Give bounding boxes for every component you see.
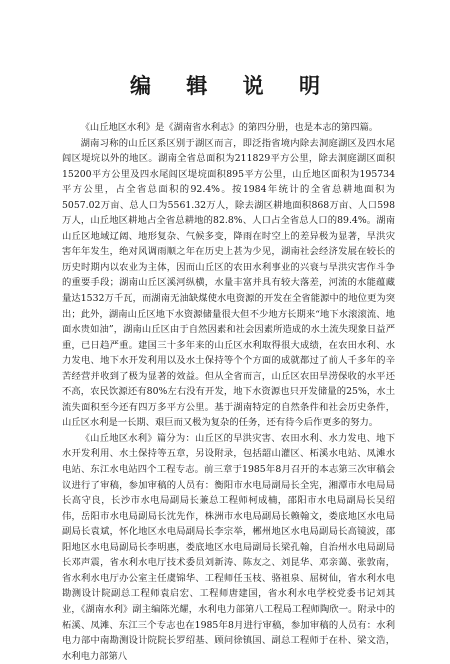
paragraph: 湖南习称的山丘区系区别于湖区而言，即泛指省境内除去洞庭湖区及四水尾闾区堤垸以外的地区。湖南全省总面积为211829平方公里，除去洞庭湖区面积15200平方公里及四水尾闾区堤垸面积895平方公里，山丘地区面积为195734平方公里，占全省总面积的92.4%。按1984年统计的全省总耕地面积为5057.02万亩、总人口为5561.32万人，除去湖区耕地面积868万亩、人口598万人，山丘地区耕地占全省总耕地的82.8%、人口占全省总人口的89.4%。湖南山丘区地域辽阔、地形复杂、气候多变，降雨在时空上的差异极为显著，旱洪灾害年年发生，绝对风调雨顺之年在历史上甚为少见，湖南社会经济发展在较长的历史时期内以农业为主体，因而山丘区的农田水利事业的兴衰与旱洪灾害作斗争的重要手段；湖南山丘区溪河纵横，水量丰富并具有较大落差，河流的水能蕴藏量达1532万千瓦，而湖南无油缺煤使水电资源的开发在全省能源中的地位更为突出；此外，湖南山丘区地下水资源储量很大但不少地方长期来“地下水滚滚流、地面水贵如油”，湖南山丘区由于自然因素和社会因素所造成的水土流失现象日益严重，已日趋严重。建国三十多年来的山丘区水利取得很大成绩，在农田水利、水力发电、地下水开发利用以及水土保持等个个方面的成就都过了前人千多年的辛苦经营并收到了极为显著的效益。但从全省而言，山丘区农田旱涝保收的水平还不高，农民饮源还有80%左右没有开发，地下水资源也只开发储量的25%，水土流失面积至今还有四万多平方公里。基于湖南特定的自然条件和社会历史条件，山丘区水利是一长期、艰巨而又极为复杂的任务，还有待今后作更多的努力。 — [62, 137, 395, 429]
paragraph: 《山丘地区水利》篇分为：山丘区的早洪灾害、农田水利、水力发电、地下水开发利用、水土保持等五章，另设附录，包括韶山灌区、柘溪水电站、凤滩水电站、东江水电站四个工程专志。前三章于1985年8月召开的本志第三次审稿会议进行了审稿，参加审稿的人员有：衡阳市水电局副局长全宪，湘潭市水电局局长高守良，长沙市水电局副局长兼总工程师柯成楠，邵阳市水电局副局长吴绍伟，岳阳市水电局副局长沈先作，株洲市水电局副局长赖翰文，娄底地区水电局副局长袁斌，怀化地区水电局副局长李宗举，郴州地区水电局副局长高镜波，邵阳地区水电局副局长李明惠，娄底地区水电局副局长梁孔翰，自治州水电局副局长邓声震，省水利水电厅技术委员刘新涛、陈友之、刘昆华、邓亲蔼、张敦南，省水利水电厅办公室主任虞锦华、工程师任玉枝、骆祖泉、屈树仙，省水利水电勘测设计院副总工程师袁启宏、工程师唐建国，省水利水电学校党委书记刘其业，《湖南水利》副主编陈光耀，水利电力部第八工程局工程师陶欣一。附录中的柘溪、凤滩、东江三个专志也在1985年8月进行审稿，参加审稿的人员有：水利电力部中南勘测设计院院长罗绍基、顾问徐镇国、副总工程师于在朴、梁文浩，水利电力部第八 — [62, 432, 395, 662]
document-body — [62, 120, 395, 664]
paragraph: 《山丘地区水利》是《湖南省水利志》的第四分册，也是本志的第四篇。 — [80, 122, 379, 133]
page-title: 编 辑 说 明 — [130, 73, 334, 98]
